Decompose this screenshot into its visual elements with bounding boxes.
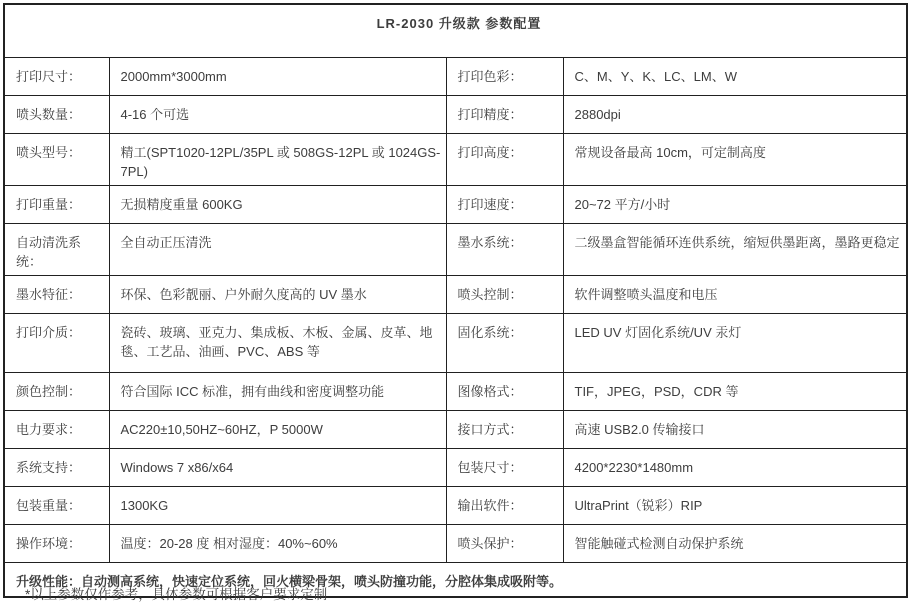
spec-label-environment: 操作环境： <box>4 524 109 562</box>
spec-value-interface: 高速 USB2.0 传输接口 <box>563 410 907 448</box>
table-row <box>4 133 907 185</box>
table-row <box>4 223 907 275</box>
spec-value-os-support: Windows 7 x86/x64 <box>109 448 446 486</box>
spec-label-package-size: 包装尺寸： <box>446 448 563 486</box>
spec-label-auto-clean: 自动清洗系统： <box>4 223 109 275</box>
spec-label-head-control: 喷头控制： <box>446 275 563 313</box>
spec-label-interface: 接口方式： <box>446 410 563 448</box>
title-row <box>4 4 907 57</box>
spec-value-auto-clean: 全自动正压清洗 <box>109 223 446 275</box>
spec-label-resolution: 打印精度： <box>446 95 563 133</box>
spec-value-power: AC220±10,50HZ~60HZ，P 5000W <box>109 410 446 448</box>
spec-label-head-protect: 喷头保护： <box>446 524 563 562</box>
spec-label-package-weight: 包装重量： <box>4 486 109 524</box>
upgrade-label: 升级性能： <box>16 573 82 589</box>
spec-label-power: 电力要求： <box>4 410 109 448</box>
table-row <box>4 486 907 524</box>
spec-value-rip-software: UltraPrint（锐彩）RIP <box>563 486 907 524</box>
table-row <box>4 410 907 448</box>
spec-value-package-weight: 1300KG <box>109 486 446 524</box>
spec-value-print-size: 2000mm*3000mm <box>109 57 446 95</box>
spec-value-color-control: 符合国际 ICC 标准，拥有曲线和密度调整功能 <box>109 372 446 410</box>
table-row <box>4 448 907 486</box>
spec-value-ink-system: 二级墨盒智能循环连供系统，缩短供墨距离，墨路更稳定 <box>563 223 907 275</box>
spec-value-print-weight: 无损精度重量 600KG <box>109 185 446 223</box>
table-row <box>4 57 907 95</box>
table-row <box>4 185 907 223</box>
spec-value-head-control: 软件调整喷头温度和电压 <box>563 275 907 313</box>
spec-value-environment: 温度：20-28 度 相对湿度：40%~60% <box>109 524 446 562</box>
table-row <box>4 372 907 410</box>
spec-value-head-protect: 智能触碰式检测自动保护系统 <box>563 524 907 562</box>
spec-label-color-control: 颜色控制： <box>4 372 109 410</box>
spec-label-ink-system: 墨水系统： <box>446 223 563 275</box>
upgrade-text: 自动测高系统，快速定位系统，回火横梁骨架，喷头防撞功能，分腔体集成吸附等。 <box>81 573 563 589</box>
spec-label-head-model: 喷头型号： <box>4 133 109 185</box>
spec-table <box>3 3 908 598</box>
footnote: *以上参数仅作参考，具体参数可根据客户要求定制 <box>25 587 328 602</box>
table-row <box>4 95 907 133</box>
spec-label-media: 打印介质： <box>4 313 109 372</box>
spec-value-print-color: C、M、Y、K、LC、LM、W <box>563 57 907 95</box>
spec-label-print-speed: 打印速度： <box>446 185 563 223</box>
spec-label-print-weight: 打印重量： <box>4 185 109 223</box>
page-title: LR-2030 升级款 参数配置 <box>4 4 907 57</box>
spec-label-os-support: 系统支持： <box>4 448 109 486</box>
spec-value-ink-feature: 环保、色彩靓丽、户外耐久度高的 UV 墨水 <box>109 275 446 313</box>
spec-label-curing: 固化系统： <box>446 313 563 372</box>
table-row <box>4 524 907 562</box>
spec-label-print-height: 打印高度： <box>446 133 563 185</box>
spec-value-media: 瓷砖、玻璃、亚克力、集成板、木板、金属、皮革、地毯、工艺品、油画、PVC、ABS 等 <box>109 313 446 372</box>
spec-label-rip-software: 输出软件： <box>446 486 563 524</box>
table-row <box>4 313 907 372</box>
spec-value-resolution: 2880dpi <box>563 95 907 133</box>
spec-value-print-speed: 20~72 平方/小时 <box>563 185 907 223</box>
spec-value-image-format: TIF，JPEG，PSD，CDR 等 <box>563 372 907 410</box>
spec-value-head-count: 4-16 个可选 <box>109 95 446 133</box>
spec-value-head-model: 精工(SPT1020-12PL/35PL 或 508GS-12PL 或 1024GS-7PL) <box>109 133 446 185</box>
spec-label-ink-feature: 墨水特征： <box>4 275 109 313</box>
spec-value-curing: LED UV 灯固化系统/UV 汞灯 <box>563 313 907 372</box>
spec-label-print-color: 打印色彩： <box>446 57 563 95</box>
spec-value-package-size: 4200*2230*1480mm <box>563 448 907 486</box>
spec-value-print-height: 常规设备最高 10cm，可定制高度 <box>563 133 907 185</box>
spec-label-head-count: 喷头数量： <box>4 95 109 133</box>
table-row <box>4 275 907 313</box>
spec-label-print-size: 打印尺寸： <box>4 57 109 95</box>
spec-label-image-format: 图像格式： <box>446 372 563 410</box>
